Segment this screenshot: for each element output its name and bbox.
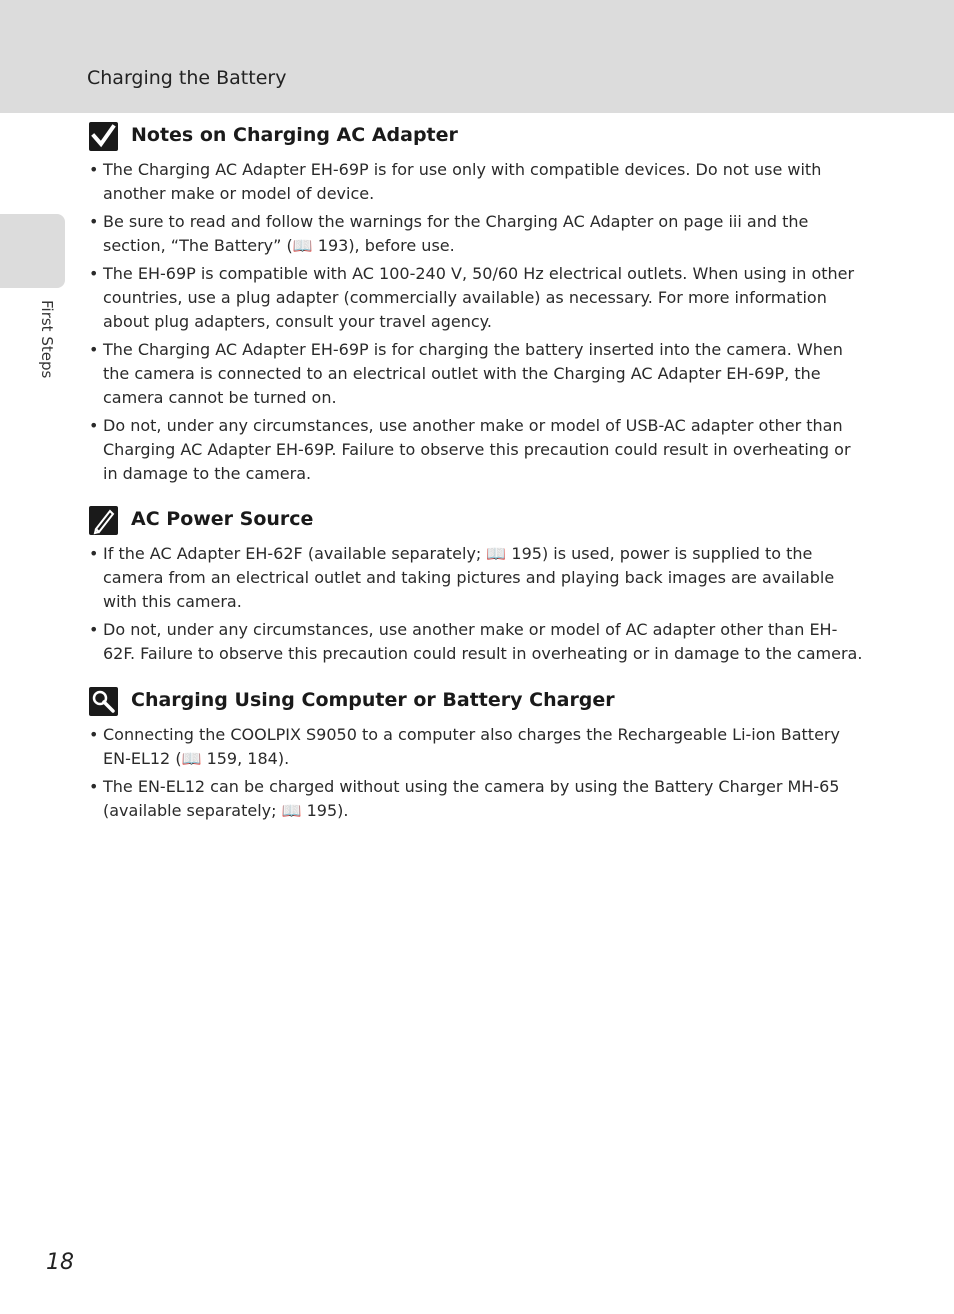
list-item: • The Charging AC Adapter EH-69P is for use only with compatible devices. Do not use with another make or model of device. xyxy=(89,158,869,206)
section-notes-charging-ac-adapter xyxy=(89,122,869,490)
side-tab xyxy=(0,214,65,288)
pencil-note-icon xyxy=(89,506,118,535)
section-title: Charging Using Computer or Battery Charger xyxy=(131,689,615,711)
bullet-list xyxy=(89,158,869,486)
page-number: 18 xyxy=(46,1250,74,1275)
page-header xyxy=(0,0,954,113)
magnifier-tip-icon xyxy=(89,687,118,716)
header-title: Charging the Battery xyxy=(87,67,287,89)
list-item: • If the AC Adapter EH-62F (available separately; 📖 195) is used, power is supplied to the camera from an electrical outlet and taking pictures and playing back images are available with this camera. xyxy=(89,542,869,614)
list-item: • Do not, under any circumstances, use another make or model of AC adapter other than EH-62F. Failure to observe this precaution could result in overheating or in damage to the camera. xyxy=(89,618,869,666)
section-heading xyxy=(89,687,869,723)
side-tab-label: First Steps xyxy=(38,300,56,379)
list-item: • The EH-69P is compatible with AC 100-240 V, 50/60 Hz electrical outlets. When using in other countries, use a plug adapter (commercially available) as necessary. For more information about plug adapters, consult your travel agency. xyxy=(89,262,869,334)
section-title: AC Power Source xyxy=(131,508,314,530)
section-title: Notes on Charging AC Adapter xyxy=(131,124,458,146)
section-charging-using-computer xyxy=(89,687,869,827)
section-heading xyxy=(89,506,869,542)
list-item: • Be sure to read and follow the warnings for the Charging AC Adapter on page iii and the section, “The Battery” (📖 193), before use. xyxy=(89,210,869,258)
section-ac-power-source xyxy=(89,506,869,670)
bullet-list xyxy=(89,723,869,823)
check-mark-icon xyxy=(89,122,118,151)
list-item: • Do not, under any circumstances, use another make or model of USB-AC adapter other than Charging AC Adapter EH-69P. Failure to observe this precaution could result in overheating or in damage to the camera. xyxy=(89,414,869,486)
list-item: • Connecting the COOLPIX S9050 to a computer also charges the Rechargeable Li-ion Battery EN-EL12 (📖 159, 184). xyxy=(89,723,869,771)
bullet-list xyxy=(89,542,869,666)
section-heading xyxy=(89,122,869,158)
side-tab-label-wrap xyxy=(38,300,58,400)
list-item: • The Charging AC Adapter EH-69P is for charging the battery inserted into the camera. When the camera is connected to an electrical outlet with the Charging AC Adapter EH-69P, the camera cannot be turned on. xyxy=(89,338,869,410)
list-item: • The EN-EL12 can be charged without using the camera by using the Battery Charger MH-65 (available separately; 📖 195). xyxy=(89,775,869,823)
